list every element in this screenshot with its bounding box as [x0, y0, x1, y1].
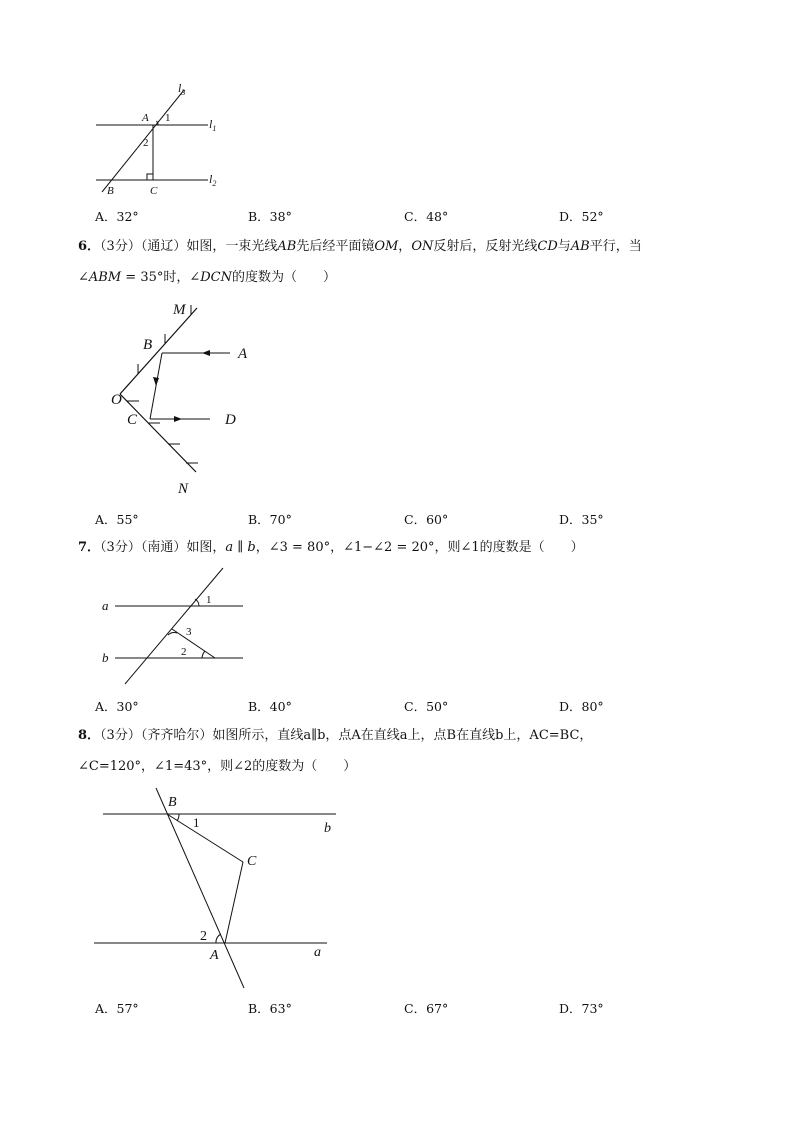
segment-to-b: [172, 629, 215, 658]
label-a: A: [142, 112, 149, 124]
q7-var: a: [225, 540, 234, 555]
label-o: O: [111, 392, 122, 408]
label-c: C: [247, 854, 257, 869]
label-l2: $l_2$: [209, 172, 217, 188]
label-c: C: [150, 185, 158, 197]
label-n: N: [178, 481, 189, 497]
arrow-cd: [174, 416, 182, 422]
q8-text: ∠C=120°，∠1=43°，则∠2的度数为（ ）: [78, 759, 357, 774]
q6-var: ∠ABM: [78, 270, 122, 285]
q7-source: （南通）: [140, 540, 187, 555]
q8-figure: [90, 783, 350, 993]
angle-3-arc: [168, 633, 177, 635]
label-a: A: [210, 948, 219, 963]
q5-option-b[interactable]: B．38°: [248, 209, 292, 224]
label-b-line: b: [324, 821, 331, 836]
q7-figure: [95, 560, 255, 690]
q6-var: CD: [537, 239, 558, 254]
label-m: M: [173, 302, 186, 318]
q8-option-b[interactable]: B．63°: [248, 1001, 292, 1016]
q8-option-a[interactable]: A．57°: [95, 1001, 139, 1016]
q6-text: 与: [557, 239, 571, 254]
q6-var: AB: [277, 239, 297, 254]
angle-2-arc: [202, 651, 205, 658]
q5-option-c[interactable]: C．48°: [404, 209, 449, 224]
label-a: A: [238, 346, 248, 362]
label-l3: $l_3$: [178, 81, 186, 97]
q6-stem-line1: [78, 239, 642, 255]
q8-text: 如图所示，直线a∥b，点A在直线a上，点B在直线b上，AC=BC，: [212, 728, 593, 743]
q7-score: （3分）: [100, 540, 141, 555]
label-angle-1: 1: [165, 112, 171, 124]
segment-ca: [225, 862, 243, 943]
label-l1: $l_1$: [209, 117, 217, 133]
label-b: B: [168, 795, 177, 810]
q8-option-c[interactable]: C．67°: [404, 1001, 449, 1016]
mirror-om: [120, 308, 197, 394]
q8-score: （3分）: [100, 728, 141, 743]
q6-text: ，: [398, 239, 412, 254]
q7-option-b[interactable]: B．40°: [248, 699, 292, 714]
label-a: a: [102, 598, 109, 613]
q6-score: （3分）: [100, 239, 141, 254]
q7-stem: [78, 540, 584, 556]
q7-text: ，∠3 = 80°，∠1−∠2 = 20°，则∠1的度数是（ ）: [255, 540, 584, 555]
label-angle-1: 1: [206, 594, 212, 606]
q6-text: 的度数为（ ）: [232, 270, 337, 285]
q8-option-d[interactable]: D．73°: [559, 1001, 604, 1016]
q6-option-a[interactable]: A．55°: [95, 512, 139, 527]
q6-text: = 35°时，: [121, 270, 190, 285]
q7-text: ∥: [233, 540, 248, 555]
q6-number: 6．: [78, 239, 101, 254]
label-angle-3: 3: [186, 626, 192, 638]
transversal: [125, 568, 223, 684]
label-angle-1: 1: [193, 815, 200, 830]
q8-stem-line1: [78, 728, 592, 744]
q6-var: ∠DCN: [189, 270, 232, 285]
q6-text: 反射后，反射光线: [433, 239, 538, 254]
q6-option-c[interactable]: C．60°: [404, 512, 449, 527]
q6-text: 平行，当: [589, 239, 642, 254]
arrow-bc: [153, 377, 159, 386]
label-angle-2: 2: [181, 646, 187, 658]
q6-option-b[interactable]: B．70°: [248, 512, 292, 527]
q6-text: 如图，一束光线: [186, 239, 278, 254]
label-b: B: [143, 337, 153, 353]
q8-stem-line2: [78, 759, 356, 775]
q6-var: AB: [570, 239, 590, 254]
transversal-ab: [156, 788, 244, 988]
q6-source: （通辽）: [140, 239, 187, 254]
right-angle-mark: [147, 174, 153, 180]
q7-option-c[interactable]: C．50°: [404, 699, 449, 714]
angle-1-arc: [177, 814, 179, 821]
label-a-line: a: [314, 945, 321, 960]
arrow-ab: [202, 350, 210, 356]
q5-option-a[interactable]: A．32°: [95, 209, 139, 224]
label-b: B: [107, 185, 114, 197]
q7-option-d[interactable]: D．80°: [559, 699, 604, 714]
q7-option-a[interactable]: A．30°: [95, 699, 139, 714]
q6-stem-line2: [78, 270, 336, 286]
q7-text: 如图，: [186, 540, 226, 555]
mirror-on: [120, 394, 196, 472]
q6-var: OM: [374, 239, 399, 254]
label-angle-2: 2: [143, 137, 149, 149]
q6-option-d[interactable]: D．35°: [559, 512, 604, 527]
q8-number: 8．: [78, 728, 101, 743]
q7-number: 7．: [78, 540, 101, 555]
label-c: C: [127, 412, 138, 428]
q6-var: ON: [411, 239, 434, 254]
q5-option-d[interactable]: D．52°: [559, 209, 604, 224]
label-d: D: [225, 412, 236, 428]
label-b: b: [102, 650, 109, 665]
label-angle-2: 2: [200, 929, 207, 944]
mirror-on-hatch: [127, 401, 198, 463]
q8-source: （齐齐哈尔）: [140, 728, 213, 743]
q6-figure: [100, 296, 260, 500]
angle-2-arc: [216, 934, 221, 943]
q6-text: 先后经平面镜: [296, 239, 375, 254]
q5-figure: [80, 78, 250, 200]
q7-var: b: [247, 540, 256, 555]
